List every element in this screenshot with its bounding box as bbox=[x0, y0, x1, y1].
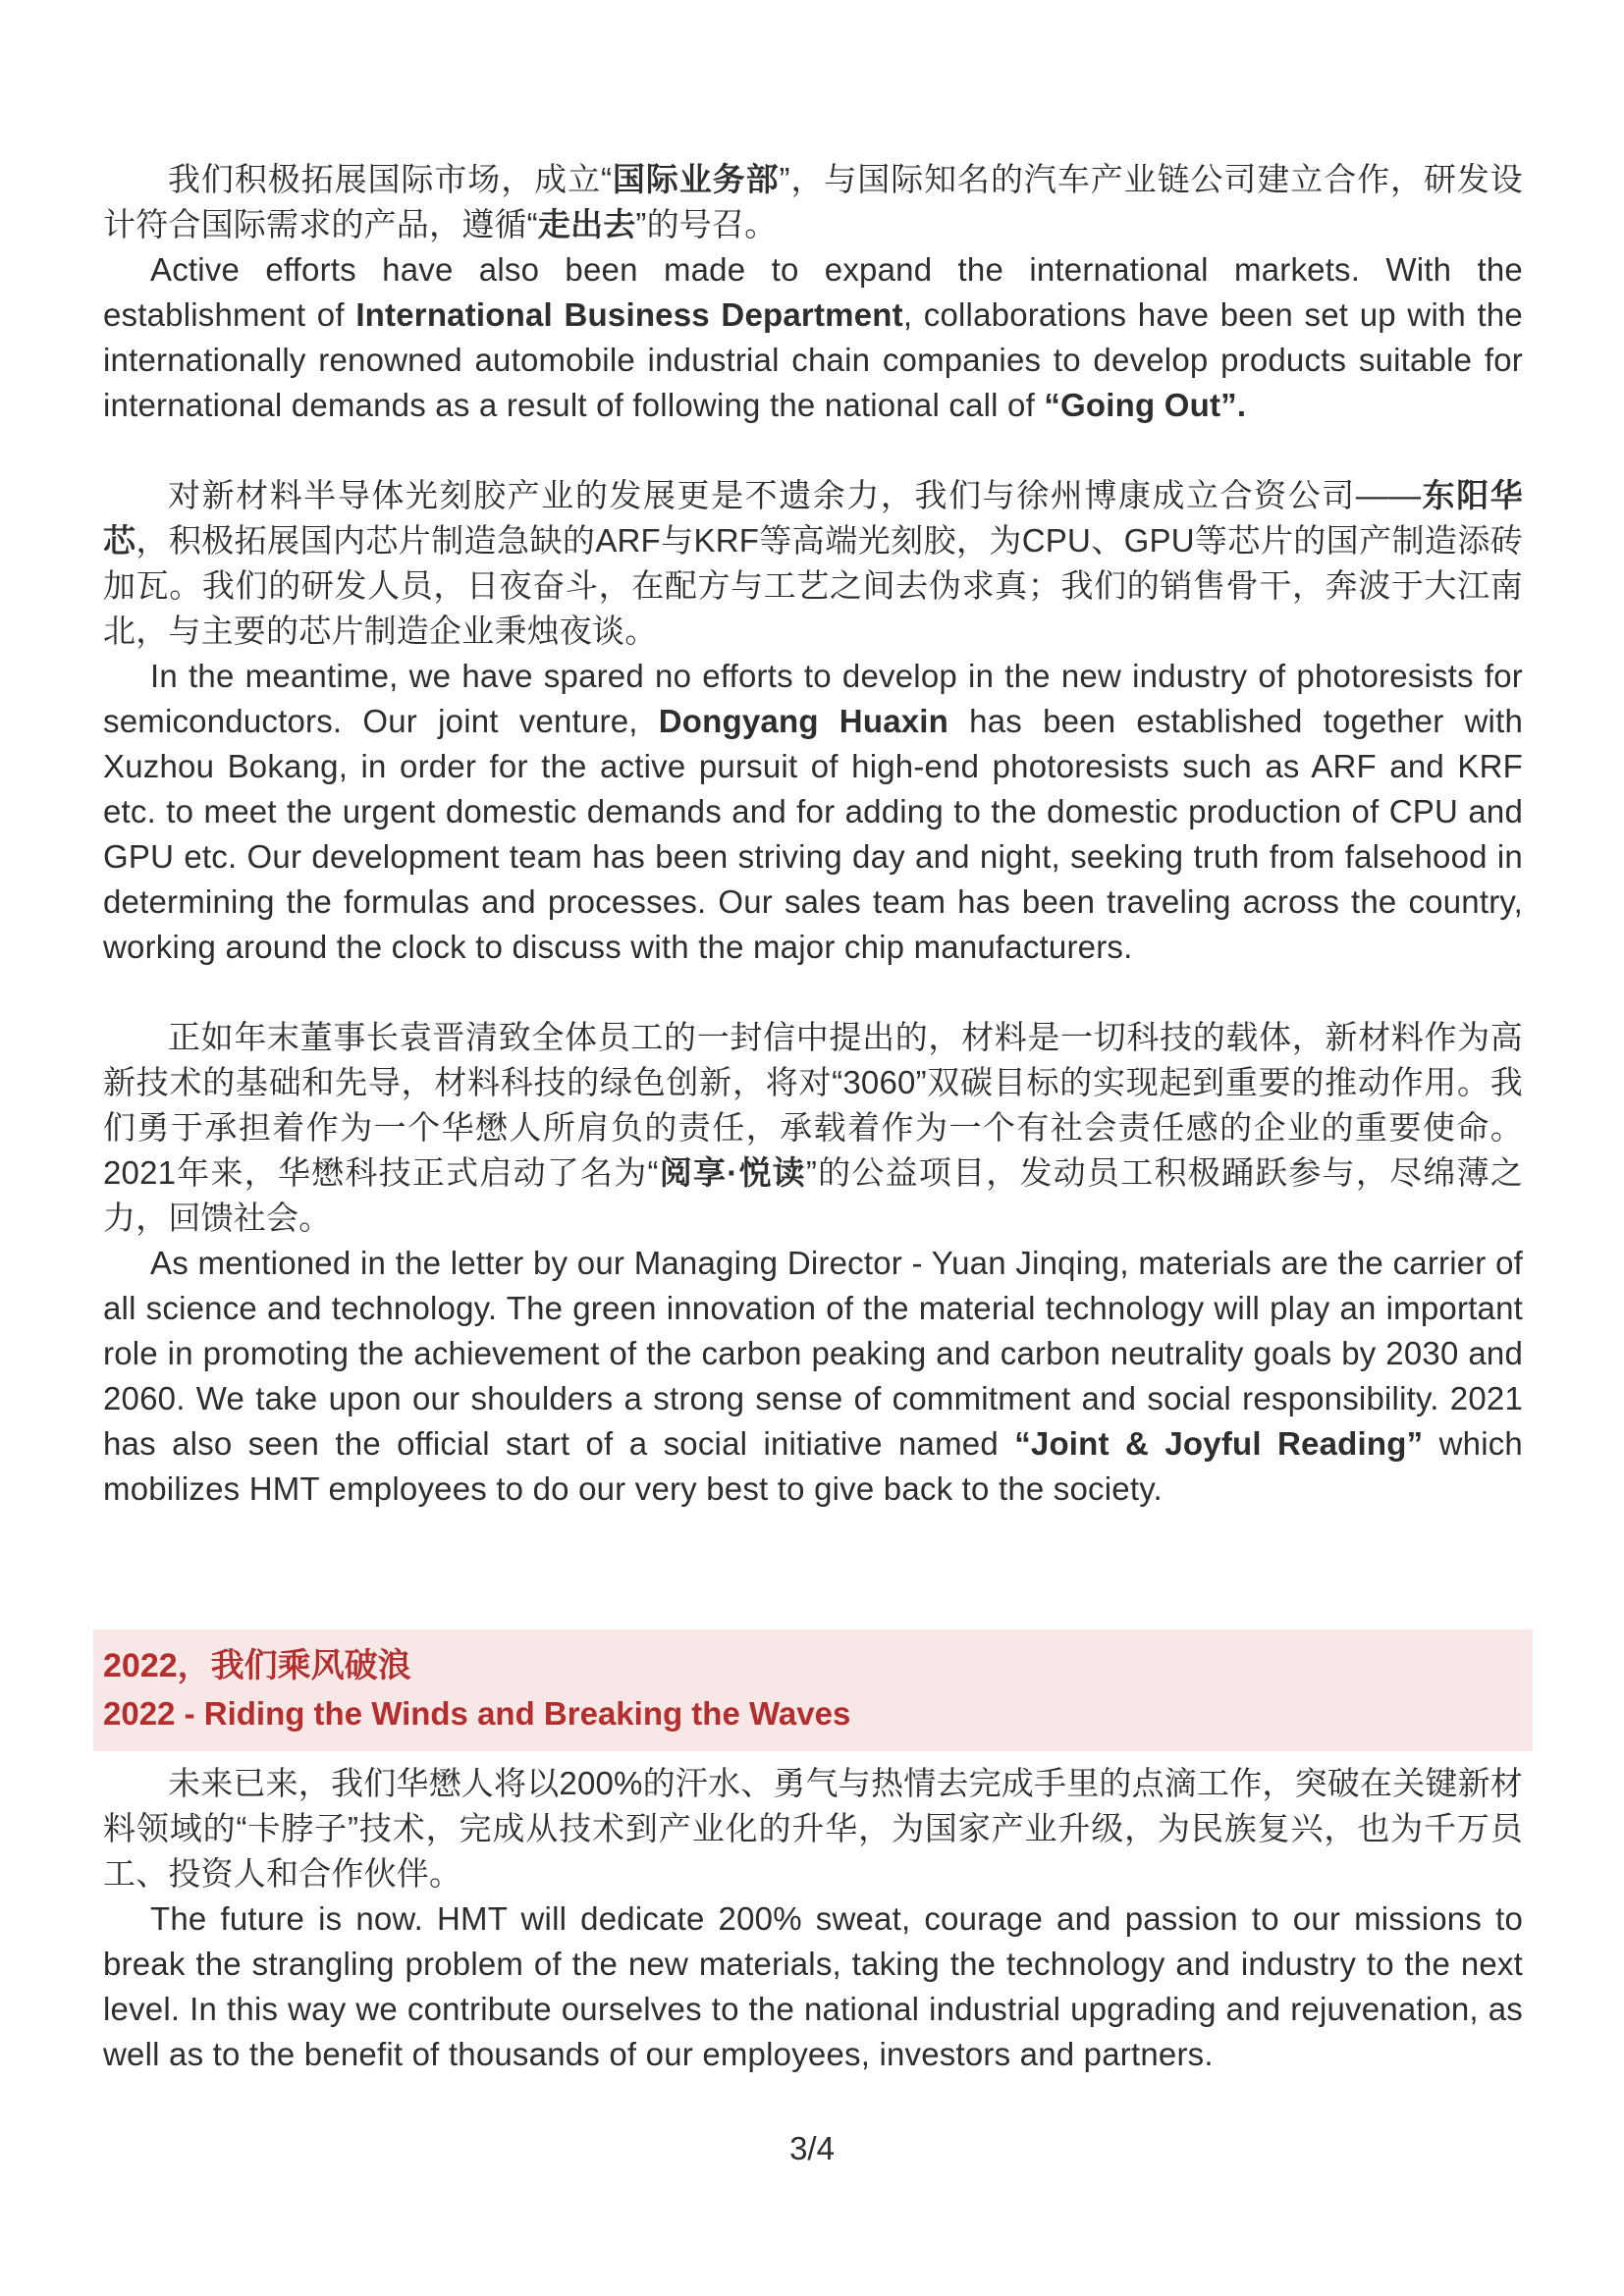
paragraph-zh bbox=[103, 1015, 1523, 1241]
text-segment: ”的公益项目，发动员工积极踊跃参与，尽绵薄之力，回馈社会。 bbox=[103, 1154, 1524, 1236]
text-segment: Active efforts have also been made to expand the international markets. With the establishment of bbox=[103, 251, 1523, 333]
paragraph-en bbox=[103, 1241, 1523, 1512]
paragraph-spacer bbox=[103, 970, 1523, 1015]
text-segment: ”，与国际知名的汽车产业链公司建立合作，研发设计符合国际需求的产品，遵循“ bbox=[103, 161, 1524, 242]
text-segment: has been established together with Xuzhou Bokang, in order for the active pursuit of high-end photoresists such as ARF and KRF etc. to meet the urgent domestic demands and for adding to the domestic production of CPU and GPU etc. Our development team has been striving day and night, seeking truth from falsehood in determining the formulas and processes. Our sales team has been traveling across the country, working around the clock to discuss with the major chip manufacturers. bbox=[103, 703, 1523, 965]
bold-text-segment: International Business Department bbox=[355, 296, 903, 333]
bold-text-segment: Dongyang Huaxin bbox=[658, 703, 949, 739]
document-body bbox=[103, 157, 1523, 2077]
text-segment: , collaborations have been set up with the internationally renowned automobile industrial chain companies to develop products suitable for international demands as a result of following the national call of bbox=[103, 296, 1523, 423]
text-segment: The future is now. HMT will dedicate 200% sweat, courage and passion to our missions to break the strangling problem of the new materials, taking the technology and industry to the next level. In this way we contribute ourselves to the national industrial upgrading and rejuvenation, as well as to the benefit of thousands of our employees, investors and partners. bbox=[103, 1900, 1523, 2072]
paragraph-en bbox=[103, 247, 1523, 428]
paragraph-zh bbox=[103, 157, 1523, 247]
text-segment: which mobilizes HMT employees to do our very best to give back to the society. bbox=[103, 1425, 1523, 1507]
paragraph-spacer bbox=[103, 1512, 1523, 1629]
section-heading bbox=[93, 1629, 1533, 1751]
paragraph-zh bbox=[103, 1761, 1523, 1896]
paragraph-en bbox=[103, 654, 1523, 970]
text-segment: 未来已来，我们华懋人将以200%的汗水、勇气与热情去完成手里的点滴工作，突破在关键新材料领域的“卡脖子”技术，完成从技术到产业化的升华，为国家产业升级，为民族复兴，也为千万员工、投资人和合作伙伴。 bbox=[103, 1765, 1524, 1892]
text-segment: 我们积极拓展国际市场，成立“ bbox=[168, 161, 613, 197]
page-number: 3/4 bbox=[789, 2130, 835, 2166]
section-heading-zh: 2022，我们乘风破浪 bbox=[103, 1647, 411, 1684]
paragraph-zh bbox=[103, 473, 1523, 654]
bold-text-segment: 阅享·悦读 bbox=[658, 1154, 806, 1191]
text-segment: In the meantime, we have spared no efforts to develop in the new industry of photoresists for semiconductors. Our joint venture, bbox=[103, 658, 1523, 739]
text-segment: 正如年末董事长袁晋清致全体员工的一封信中提出的，材料是一切科技的载体，新材料作为高新技术的基础和先导，材料科技的绿色创新，将对“3060”双碳目标的实现起到重要的推动作用。我们勇于承担着作为一个华懋人所肩负的责任，承载着作为一个有社会责任感的企业的重要使命。2021年来，华懋科技正式启动了名为“ bbox=[103, 1019, 1523, 1191]
bold-text-segment: 走出去 bbox=[537, 206, 636, 242]
text-segment: 对新材料半导体光刻胶产业的发展更是不遗余力，我们与徐州博康成立合资公司—— bbox=[168, 477, 1422, 513]
bold-text-segment: “Going Out”. bbox=[1044, 387, 1247, 423]
text-segment: As mentioned in the letter by our Managing Director - Yuan Jinqing, materials are the carrier of all science and technology. The green innovation of the material technology will play an important role in promoting the achievement of the carbon peaking and carbon neutrality goals by 2030 and 2060. We take upon our shoulders a strong sense of commitment and social responsibility. 2021 has also seen the official start of a social initiative named bbox=[103, 1245, 1523, 1462]
bold-text-segment: “Joint & Joyful Reading” bbox=[1014, 1425, 1424, 1462]
paragraph-en bbox=[103, 1896, 1523, 2077]
text-segment: ，积极拓展国内芯片制造急缺的ARF与KRF等高端光刻胶，为CPU、GPU等芯片的国产制造添砖加瓦。我们的研发人员，日夜奋斗，在配方与工艺之间去伪求真；我们的销售骨干，奔波于大江南北，与主要的芯片制造企业秉烛夜谈。 bbox=[103, 522, 1523, 649]
paragraph-spacer bbox=[103, 428, 1523, 473]
bold-text-segment: 东阳华芯 bbox=[103, 477, 1523, 559]
text-segment: ”的号召。 bbox=[635, 206, 778, 242]
bold-text-segment: 国际业务部 bbox=[612, 161, 780, 197]
section-heading-en: 2022 - Riding the Winds and Breaking the Waves bbox=[103, 1695, 851, 1732]
